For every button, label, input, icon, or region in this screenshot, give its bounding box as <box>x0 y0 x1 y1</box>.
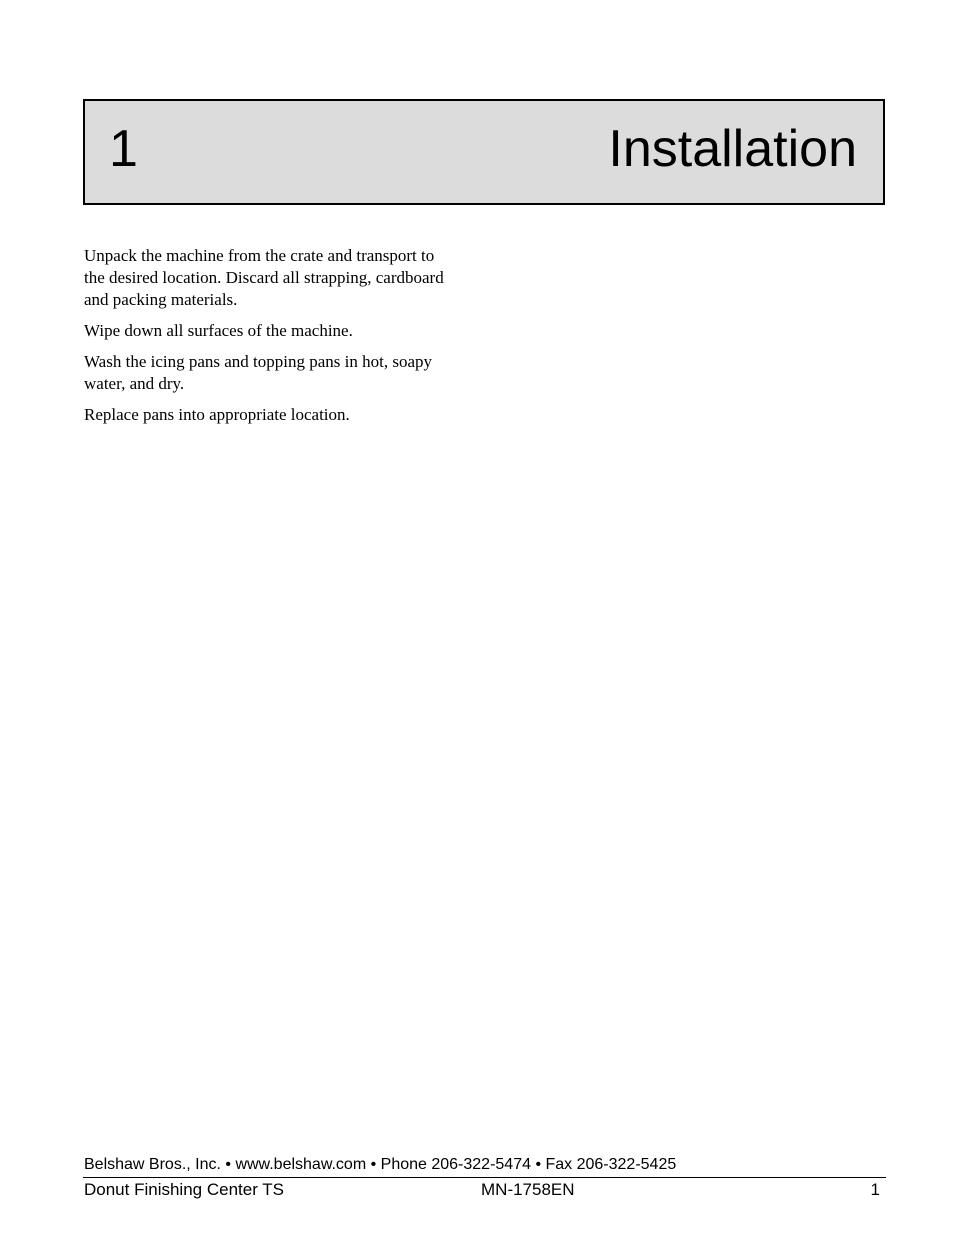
installation-instructions <box>84 245 459 435</box>
paragraph-unpack: Unpack the machine from the crate and transport to the desired location. Discard all strapping, cardboard and packing materials. <box>84 246 444 309</box>
chapter-number: 1 <box>109 120 138 178</box>
footer-page-number: 1 <box>870 1180 880 1199</box>
chapter-title: Installation <box>608 120 857 178</box>
footer-product-name: Donut Finishing Center TS <box>84 1180 285 1199</box>
chapter-heading-box <box>83 99 885 205</box>
paragraph-wipe: Wipe down all surfaces of the machine. <box>84 321 353 340</box>
paragraph-replace: Replace pans into appropriate location. <box>84 405 350 424</box>
footer-divider <box>83 1177 886 1178</box>
footer-doc-number: MN-1758EN <box>481 1180 575 1199</box>
footer-company-line: Belshaw Bros., Inc. • www.belshaw.com • Phone 206-322-5474 • Fax 206-322-5425 <box>84 1156 677 1173</box>
paragraph-wash: Wash the icing pans and topping pans in hot, soapy water, and dry. <box>84 352 433 393</box>
